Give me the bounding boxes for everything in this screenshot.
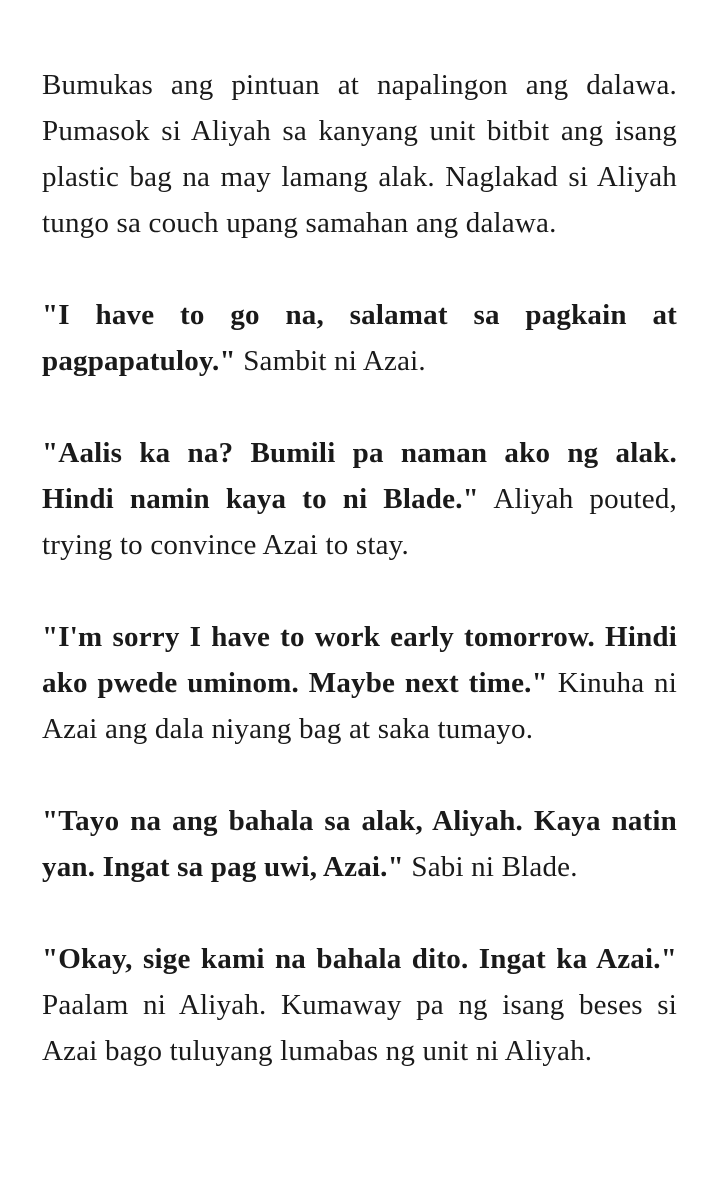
narration-text: Paalam ni Aliyah. Kumaway pa ng isang beses si Azai bago tuluyang lumabas ng unit ni Aliyah. (42, 989, 677, 1067)
paragraph-dialogue-azai-leaving (42, 292, 677, 384)
narration-text: Bumukas ang pintuan at napalingon ang dalawa. Pumasok si Aliyah sa kanyang unit bitbit ang isang plastic bag na may lamang alak. Naglakad si Aliyah tungo sa couch upang samahan ang dalawa. (42, 69, 677, 239)
paragraph-dialogue-azai-work (42, 614, 677, 752)
dialogue-text: "Tayo na ang bahala sa alak, Aliyah. Kaya natin yan. Ingat sa pag uwi, Azai." (42, 805, 677, 883)
narration-text: Sabi ni Blade. (403, 851, 578, 883)
dialogue-text: "I'm sorry I have to work early tomorrow. Hindi ako pwede uminom. Maybe next time." (42, 621, 677, 699)
narration-text: Kinuha ni Azai ang dala niyang bag at saka tumayo. (42, 667, 677, 745)
narration-text: Aliyah pouted, trying to convince Azai to stay. (42, 483, 677, 561)
dialogue-text: "Aalis ka na? Bumili pa naman ako ng alak. Hindi namin kaya to ni Blade." (42, 437, 677, 515)
paragraph-dialogue-aliyah-farewell (42, 936, 677, 1074)
dialogue-text: "Okay, sige kami na bahala dito. Ingat ka Azai." (42, 943, 677, 975)
paragraph-dialogue-aliyah-pouted (42, 430, 677, 568)
paragraph-dialogue-blade (42, 798, 677, 890)
narration-text: Sambit ni Azai. (235, 345, 426, 377)
dialogue-text: "I have to go na, salamat sa pagkain at pagpapatuloy." (42, 299, 677, 377)
paragraph-narration-1 (42, 62, 677, 246)
